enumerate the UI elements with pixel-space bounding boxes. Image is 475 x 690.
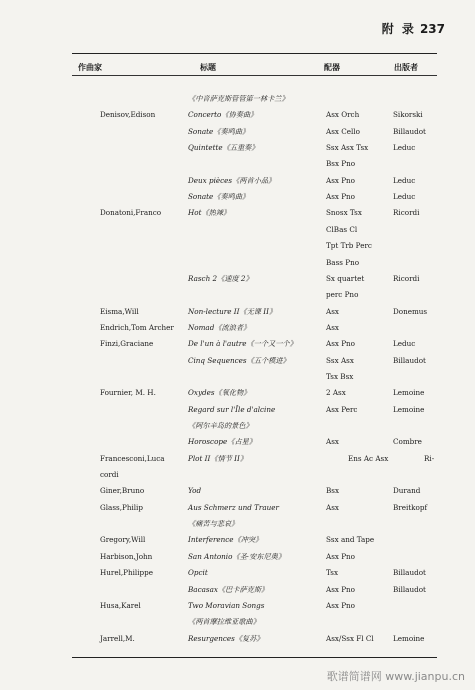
instrumentation-cell: Asx [326,322,339,332]
title-cell: San Antonio《圣·安东尼奥》 [188,551,286,561]
title-cell: Opcit [188,568,208,578]
publisher-cell: Durand [393,486,421,496]
instrumentation-cell: Asx Pno [326,551,356,561]
title-cell: 《阿尔辛岛的景色》 [188,421,253,430]
publisher-cell: Leduc [393,175,416,185]
instrumentation-cell: Ens Ac Asx [348,453,389,463]
publisher-cell: Billaudot [393,568,426,578]
title-cell: Yod [188,486,202,496]
publisher-cell: Breitkopf [393,502,428,512]
instrumentation-cell: Asx [326,502,339,512]
publisher-cell: Sikorski [393,110,423,120]
composer-cell: Glass,Philip [100,502,143,512]
title-cell: Bacasax《巴卡萨克斯》 [188,584,269,594]
title-cell: 《中音萨克斯管管第一林卡兰》 [188,94,289,103]
publisher-cell: Billaudot [393,126,426,136]
title-cell: Two Moravian Songs [188,600,265,610]
page-number: 237 [419,22,445,36]
composer-cell: Donatoni,Franco [100,208,162,218]
title-cell: Horoscope《占星》 [188,437,257,447]
instrumentation-cell: Asx Pno [326,584,356,594]
instrumentation-cell: Asx Orch [326,110,360,120]
composer-cell: Hurel,Philippe [100,568,153,578]
bottom-rule [72,657,437,658]
column-header-instrumentation: 配器 [324,63,340,72]
section-title: 附 录 [381,22,416,36]
title-cell: Sonate《奏鸣曲》 [188,192,250,202]
publisher-cell: Leduc [393,143,416,153]
title-cell: Regard sur l'Île d'alcine [188,404,276,414]
title-cell: Resurgences《复苏》 [188,633,264,643]
title-cell: Aus Schmerz und Trauer [188,502,279,512]
publisher-cell: Ricordi [393,273,420,283]
composer-cell: Endrich,Tom Archer [100,322,174,332]
title-cell: 《痛苦与悲哀》 [188,519,239,529]
composer-cell: Husa,Karel [100,600,141,610]
composer-cell: Fournier, M. H. [100,388,156,398]
title-cell: Rasch 2《速度 2》 [188,273,253,283]
publisher-cell: Lemoine [393,633,425,643]
instrumentation-cell: Tsx Bsx [326,371,354,381]
page-header [382,20,445,37]
instrumentation-cell: Ssx Asx [326,355,354,365]
publisher-cell: Ri- [424,453,435,463]
column-header-composer: 作曲家 [78,63,102,72]
instrumentation-cell: Tpt Trb Perc [326,241,372,251]
instrumentation-cell: Asx Pno [326,600,356,610]
publisher-cell: Leduc [393,339,416,349]
composer-cell: Denisov,Edison [100,110,156,120]
title-cell: Cinq Sequences《五个模进》 [188,355,290,365]
instrumentation-cell: Bass Pno [326,257,360,267]
composer-cell: Jarrell,M. [100,633,135,643]
publisher-cell: Billaudot [393,584,426,594]
instrumentation-cell: Bsx [326,486,340,496]
instrumentation-cell: Asx [326,437,339,447]
title-cell: Plot II《情节 II》 [188,453,248,463]
title-cell: Hot《热辣》 [188,208,231,218]
title-cell: Quintette《五重奏》 [188,143,259,153]
instrumentation-cell: Asx Pno [326,192,356,202]
top-rule [72,53,437,54]
header-rule [72,75,437,76]
watermark: 歌谱简谱网 www.jianpu.cn [326,670,465,683]
title-cell: Non-lecture II《无课 II》 [188,306,277,316]
instrumentation-cell: Sx quartet [326,273,365,283]
composer-cell: Harbison,John [100,551,153,561]
instrumentation-cell: 2 Asx [326,388,346,398]
title-cell: De l'un à l'autre《一个又一个》 [188,339,297,349]
instrumentation-cell: Ssx Asx Tsx [326,143,369,153]
instrumentation-cell: Asx Pno [326,175,356,185]
publisher-cell: Lemoine [393,404,425,414]
column-header-title: 标题 [200,63,216,72]
instrumentation-cell: Asx Perc [326,404,358,414]
publisher-cell: Billaudot [393,355,426,365]
instrumentation-cell: Ssx and Tape [326,535,375,545]
composer-cell: Gregory,Will [100,535,146,545]
composer-cell: cordi [100,470,119,480]
title-cell: Interference《冲突》 [188,535,263,545]
instrumentation-cell: perc Pno [326,290,359,300]
title-cell: Sonate《奏鸣曲》 [188,126,250,136]
instrumentation-cell: Asx [326,306,339,316]
title-cell: Concerto《协奏曲》 [188,110,258,120]
composer-cell: Giner,Bruno [100,486,145,496]
publisher-cell: Lemoine [393,388,425,398]
instrumentation-cell: Snosx Tsx [326,208,362,218]
composer-cell: Finzi,Graciane [100,339,154,349]
title-cell: Nomad《流浪者》 [188,322,251,332]
instrumentation-cell: Asx/Ssx Fl Cl [326,633,374,643]
publisher-cell: Donemus [393,306,428,316]
title-cell: 《两首摩拉维亚歌曲》 [188,617,260,627]
title-cell: Oxydes《氧化物》 [188,388,251,398]
instrumentation-cell: Bsx Pno [326,159,356,169]
instrumentation-cell: Tsx [326,568,339,578]
composer-cell: Francesconi,Luca [100,453,165,463]
instrumentation-cell: Asx Pno [326,339,356,349]
title-cell: Deux pièces《两首小品》 [188,175,276,185]
publisher-cell: Ricordi [393,208,420,218]
publisher-cell: Leduc [393,192,416,202]
composer-cell: Eisma,Will [100,306,139,316]
publisher-cell: Combre [393,437,422,447]
column-header-publisher: 出版者 [394,63,418,72]
instrumentation-cell: ClBas Cl [326,224,358,234]
instrumentation-cell: Asx Cello [326,126,360,136]
